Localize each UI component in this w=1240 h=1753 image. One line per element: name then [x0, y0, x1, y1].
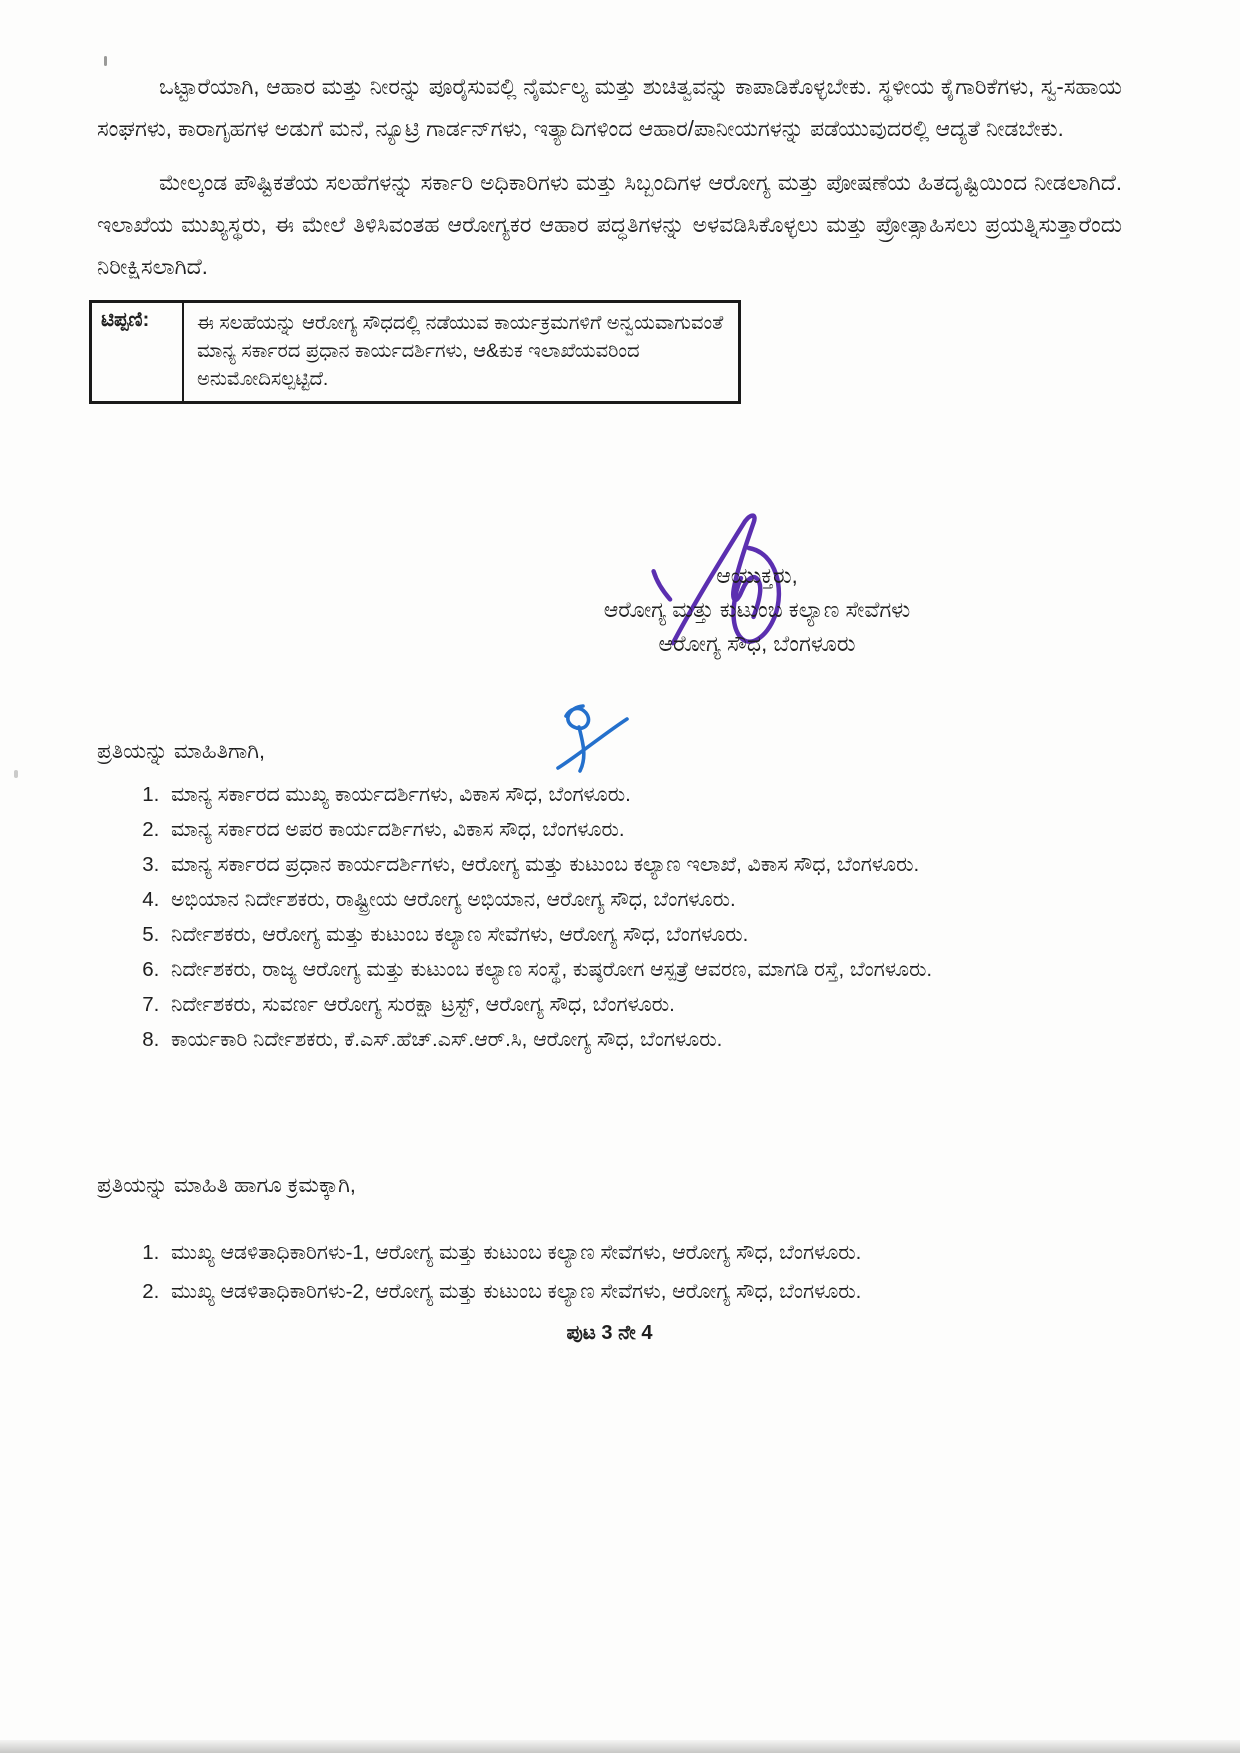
- note-label: ಟಿಪ್ಪಣಿ:: [92, 303, 184, 401]
- list-item: 6. ನಿರ್ದೇಶಕರು, ರಾಜ್ಯ ಆರೋಗ್ಯ ಮತ್ತು ಕುಟುಂಬ ಕಲ್ಯಾಣ ಸಂಸ್ಥೆ, ಕುಷ್ಠರೋಗ ಆಸ್ಪತ್ರೆ ಆವರಣ, ಮಾಗಡಿ ರಸ್ತೆ, ಬೆಂಗಳೂರು.: [165, 953, 1122, 986]
- scan-edge-shadow: [0, 1740, 1240, 1753]
- paragraph-overall-advice: ಒಟ್ಟಾರೆಯಾಗಿ, ಆಹಾರ ಮತ್ತು ನೀರನ್ನು ಪೂರೈಸುವಲ್ಲಿ ನೈರ್ಮಲ್ಯ ಮತ್ತು ಶುಚಿತ್ವವನ್ನು ಕಾಪಾಡಿಕೊಳ್ಳಬೇಕು. ಸ್ಥಳೀಯ ಕೈಗಾರಿಕೆಗಳು, ಸ್ವ-ಸಹಾಯ ಸಂಘಗಳು, ಕಾರಾಗೃಹಗಳ ಅಡುಗೆ ಮನೆ, ನ್ಯೂಟ್ರಿ ಗಾರ್ಡನ್‌ಗಳು, ಇತ್ಯಾದಿಗಳಿಂದ ಆಹಾರ/ಪಾನೀಯಗಳನ್ನು ಪಡೆಯುವುದರಲ್ಲಿ ಆದ್ಯತೆ ನೀಡಬೇಕು.: [97, 74, 1122, 141]
- signatory-organization: ಆರೋಗ್ಯ ಮತ್ತು ಕುಟುಂಬ ಕಲ್ಯಾಣ ಸೇವೆಗಳು: [603, 597, 911, 622]
- footer-page-number: ಪುಟ 3 ನೇ 4: [566, 1322, 653, 1344]
- copy-action-list: [97, 1236, 1122, 1308]
- list-item: 1. ಮುಖ್ಯ ಆಡಳಿತಾಧಿಕಾರಿಗಳು-1, ಆರೋಗ್ಯ ಮತ್ತು ಕುಟುಂಬ ಕಲ್ಯಾಣ ಸೇವೆಗಳು, ಆರೋಗ್ಯ ಸೌಧ, ಬೆಂಗಳೂರು.: [165, 1236, 1122, 1269]
- list-item: 2. ಮುಖ್ಯ ಆಡಳಿತಾಧಿಕಾರಿಗಳು-2, ಆರೋಗ್ಯ ಮತ್ತು ಕುಟುಂಬ ಕಲ್ಯಾಣ ಸೇವೆಗಳು, ಆರೋಗ್ಯ ಸೌಧ, ಬೆಂಗಳೂರು.: [165, 1275, 1122, 1308]
- scan-speck: [104, 56, 107, 66]
- copy-action-heading: ಪ್ರತಿಯನ್ನು ಮಾಹಿತಿ ಹಾಗೂ ಕ್ರಮಕ್ಕಾಗಿ,: [97, 1173, 356, 1197]
- list-item: 1. ಮಾನ್ಯ ಸರ್ಕಾರದ ಮುಖ್ಯ ಕಾರ್ಯದರ್ಶಿಗಳು, ವಿಕಾಸ ಸೌಧ, ಬೆಂಗಳೂರು.: [165, 778, 1122, 811]
- signatory-title: ಆಯುಕ್ತರು,: [716, 563, 798, 588]
- list-item: 5. ನಿರ್ದೇಶಕರು, ಆರೋಗ್ಯ ಮತ್ತು ಕುಟುಂಬ ಕಲ್ಯಾಣ ಸೇವೆಗಳು, ಆರೋಗ್ಯ ಸೌಧ, ಬೆಂಗಳೂರು.: [165, 918, 1122, 951]
- copy-info-list: [97, 778, 1122, 1056]
- signature-block: [517, 559, 997, 661]
- scan-speck: [14, 770, 18, 778]
- note-text: ಈ ಸಲಹೆಯನ್ನು ಆರೋಗ್ಯ ಸೌಧದಲ್ಲಿ ನಡೆಯುವ ಕಾರ್ಯಕ್ರಮಗಳಿಗೆ ಅನ್ವಯವಾಗುವಂತೆ ಮಾನ್ಯ ಸರ್ಕಾರದ ಪ್ರಧಾನ ಕಾರ್ಯದರ್ಶಿಗಳು, ಆ&ಕುಕ ಇಲಾಖೆಯವರಿಂದ ಅನುಮೋದಿಸಲ್ಪಟ್ಟಿದೆ.: [197, 312, 724, 390]
- list-item: 7. ನಿರ್ದೇಶಕರು, ಸುವರ್ಣ ಆರೋಗ್ಯ ಸುರಕ್ಷಾ ಟ್ರಸ್ಟ್, ಆರೋಗ್ಯ ಸೌಧ, ಬೆಂಗಳೂರು.: [165, 988, 1122, 1021]
- signatory-location: ಆರೋಗ್ಯ ಸೌಧ, ಬೆಂಗಳೂರು: [658, 631, 856, 656]
- paragraph-expectation: ಮೇಲ್ಕಂಡ ಪೌಷ್ಟಿಕತೆಯ ಸಲಹೆಗಳನ್ನು ಸರ್ಕಾರಿ ಅಧಿಕಾರಿಗಳು ಮತ್ತು ಸಿಬ್ಬಂದಿಗಳ ಆರೋಗ್ಯ ಮತ್ತು ಪೋಷಣೆಯ ಹಿತದೃಷ್ಟಿಯಿಂದ ನೀಡಲಾಗಿದೆ. ಇಲಾಖೆಯ ಮುಖ್ಯಸ್ಥರು, ಈ ಮೇಲೆ ತಿಳಿಸಿವಂತಹ ಆರೋಗ್ಯಕರ ಆಹಾರ ಪದ್ಧತಿಗಳನ್ನು ಅಳವಡಿಸಿಕೊಳ್ಳಲು ಮತ್ತು ಪ್ರೋತ್ಸಾಹಿಸಲು ಪ್ರಯತ್ನಿಸುತ್ತಾರೆಂದು ನಿರೀಕ್ಷಿಸಲಾಗಿದೆ.: [97, 170, 1122, 279]
- list-item: 2. ಮಾನ್ಯ ಸರ್ಕಾರದ ಅಪರ ಕಾರ್ಯದರ್ಶಿಗಳು, ವಿಕಾಸ ಸೌಧ, ಬೆಂಗಳೂರು.: [165, 813, 1122, 846]
- list-item: 3. ಮಾನ್ಯ ಸರ್ಕಾರದ ಪ್ರಧಾನ ಕಾರ್ಯದರ್ಶಿಗಳು, ಆರೋಗ್ಯ ಮತ್ತು ಕುಟುಂಬ ಕಲ್ಯಾಣ ಇಲಾಖೆ, ವಿಕಾಸ ಸೌಧ, ಬೆಂಗಳೂರು.: [165, 848, 1122, 881]
- list-item: 4. ಅಭಿಯಾನ ನಿರ್ದೇಶಕರು, ರಾಷ್ಟ್ರೀಯ ಆರೋಗ್ಯ ಅಭಿಯಾನ, ಆರೋಗ್ಯ ಸೌಧ, ಬೆಂಗಳೂರು.: [165, 883, 1122, 916]
- list-item: 8. ಕಾರ್ಯಕಾರಿ ನಿರ್ದೇಶಕರು, ಕೆ.ಎಸ್.ಹೆಚ್.ಎಸ್.ಆರ್.ಸಿ, ಆರೋಗ್ಯ ಸೌಧ, ಬೆಂಗಳೂರು.: [165, 1023, 1122, 1056]
- note-box: [89, 300, 741, 404]
- copy-info-heading: ಪ್ರತಿಯನ್ನು ಮಾಹಿತಿಗಾಗಿ,: [97, 739, 265, 763]
